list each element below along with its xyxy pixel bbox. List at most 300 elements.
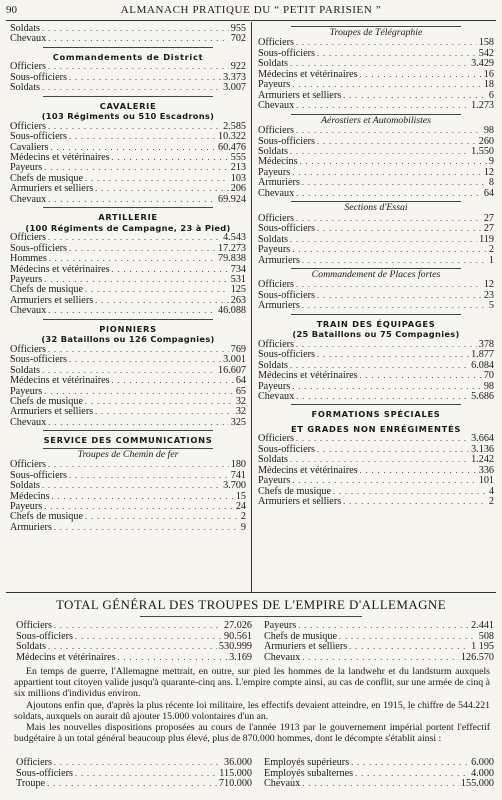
row-label: Soldats <box>258 359 289 371</box>
dot-leader <box>54 758 222 769</box>
dot-leader <box>48 460 229 470</box>
subsection-heading: Troupes de Chemin de fer <box>77 448 179 460</box>
dot-leader <box>69 73 221 83</box>
dot-leader <box>343 91 487 101</box>
row-label: Employés subalternes <box>264 767 354 779</box>
right-column <box>258 24 494 507</box>
row-value: 710.000 <box>218 778 252 790</box>
subsection-heading: Troupes de Télégraphie <box>329 27 423 38</box>
row-label: Soldats <box>10 364 41 376</box>
row-value: 1.242 <box>471 454 494 466</box>
row-value: 23 <box>483 289 494 301</box>
table-row <box>10 418 246 428</box>
paragraph: Mais les nouvelles dispositions proposées au cours de l'année 1913 par le gouvernement impérial portent l'effectif budgétaire à un total général beaucoup plus élevé, plus de 870.000 hommes, dont le décompte s'établit ainsi : <box>14 722 490 745</box>
dot-leader <box>339 632 477 643</box>
dot-leader <box>296 340 477 350</box>
row-label: Sous-officiers <box>258 443 315 455</box>
row-label: Chevaux <box>10 193 47 205</box>
table-row <box>16 779 252 790</box>
table-row <box>258 224 494 234</box>
row-value: 769 <box>230 343 246 355</box>
row-value: 3.007 <box>223 82 246 94</box>
table-row <box>258 466 494 476</box>
table-row <box>16 769 252 780</box>
row-value: 1 195 <box>471 641 494 653</box>
row-label: Payeurs <box>10 273 43 285</box>
dot-leader <box>112 376 234 386</box>
row-value: 3.664 <box>471 433 494 445</box>
table-row <box>258 301 494 311</box>
row-label: Médecins et vétérinaires <box>10 263 110 275</box>
row-label: Payeurs <box>258 166 291 178</box>
row-label: Officiers <box>10 459 47 471</box>
table-row <box>258 126 494 136</box>
row-value: 4.000 <box>471 767 494 779</box>
section-heading: TRAIN DES ÉQUIPAGES <box>316 318 436 329</box>
row-label: Payeurs <box>10 501 43 513</box>
row-value: 336 <box>478 464 494 476</box>
dot-leader <box>317 445 469 455</box>
table-row <box>258 350 494 360</box>
row-value: 1 <box>488 254 494 266</box>
section-divider <box>43 319 213 320</box>
row-label: Médecins et vétérinaires <box>10 151 110 163</box>
row-value: 115.000 <box>219 767 252 779</box>
paragraph: Ajoutons enfin que, d'après la plus récente loi militaire, les effectifs devaient atteindre, en 1915, le chiffre de 544.221 soldats, auxquels on aurait dû ajouter 15.000 volontaires d'un an. <box>14 699 490 722</box>
row-label: Chevaux <box>258 390 295 402</box>
dot-leader <box>355 769 469 780</box>
dot-leader <box>85 285 229 295</box>
row-value: 6.000 <box>471 757 494 768</box>
row-label: Officiers <box>258 338 295 350</box>
dot-leader <box>48 306 216 316</box>
dot-leader <box>75 769 217 780</box>
row-value: 9 <box>240 521 246 533</box>
section-heading: PIONNIERS <box>99 323 157 334</box>
row-label: Sous-officiers <box>258 349 315 361</box>
dot-leader <box>54 621 222 632</box>
section-divider <box>291 404 461 405</box>
dot-leader <box>302 779 459 790</box>
row-value: 2 <box>240 511 246 523</box>
row-label: Armuriers <box>258 177 300 189</box>
table-row <box>10 492 246 502</box>
row-label: Officiers <box>10 120 47 132</box>
row-value: 64 <box>483 187 494 199</box>
row-value: 69.924 <box>217 193 246 205</box>
row-value: 3.169 <box>229 651 252 663</box>
dot-leader <box>302 653 459 664</box>
row-value: 12 <box>483 166 494 178</box>
row-value: 103 <box>230 172 246 184</box>
row-label: Armuriers et selliers <box>258 89 342 101</box>
section-subheading: (25 Bataillons ou 75 Compagnies) <box>292 329 460 340</box>
row-label: Chefs de musique <box>258 485 331 497</box>
row-value: 1.550 <box>471 145 494 157</box>
row-value: 5.686 <box>471 390 494 402</box>
dot-leader <box>290 235 477 245</box>
row-value: 158 <box>478 37 494 49</box>
total-left-list <box>16 621 252 663</box>
dot-leader <box>317 224 482 234</box>
row-label: Médecins et vétérinaires <box>16 651 116 663</box>
row-label: Chefs de musique <box>10 172 83 184</box>
dot-leader <box>290 147 469 157</box>
page-number: 90 <box>6 4 17 16</box>
paragraph: En temps de guerre, l'Allemagne mettrait, en outre, sur pied les hommes de la landwehr et du landsturm auxquels appartient tout citoyen valide jusqu'à quarante-cinq ans. L'empire compte ainsi, au cas de conflit, sur une armée de cinq à six millions d'individus environ. <box>14 666 490 700</box>
dot-leader <box>42 24 229 34</box>
row-value: 8 <box>488 177 494 189</box>
table-row <box>16 632 252 643</box>
table-row <box>258 371 494 381</box>
table-row <box>264 779 494 790</box>
row-value: 206 <box>230 183 246 195</box>
row-label: Sous-officiers <box>10 242 67 254</box>
section-divider <box>291 314 461 315</box>
dot-leader <box>69 132 216 142</box>
row-value: 16 <box>483 68 494 80</box>
row-label: Médecins <box>258 156 298 168</box>
section-heading: FORMATIONS SPÉCIALES <box>311 409 441 420</box>
section-subheading: (32 Bataillons ou 126 Compagnies) <box>41 334 215 345</box>
row-value: 16.607 <box>217 364 246 376</box>
dot-leader <box>360 466 477 476</box>
row-value: 6.084 <box>471 359 494 371</box>
row-value: 24 <box>235 501 246 513</box>
section-divider <box>43 47 213 48</box>
row-label: Officiers <box>10 232 47 244</box>
table-row <box>10 471 246 481</box>
dot-leader <box>296 214 482 224</box>
row-value: 263 <box>230 294 246 306</box>
row-value: 325 <box>230 416 246 428</box>
row-label: Chefs de musique <box>10 395 83 407</box>
dot-leader <box>95 296 229 306</box>
dot-leader <box>300 157 487 167</box>
table-row <box>258 70 494 80</box>
section-subheading: (100 Régiments de Campagne, 23 à Pied) <box>25 222 231 233</box>
total-title-rule <box>140 616 362 617</box>
dot-leader <box>317 291 482 301</box>
dot-leader <box>296 101 469 111</box>
table-row <box>258 497 494 507</box>
column-divider <box>251 22 252 592</box>
dot-leader <box>48 34 229 44</box>
row-label: Officiers <box>16 620 53 631</box>
dot-leader <box>302 256 487 266</box>
total-title: TOTAL GÉNÉRAL DES TROUPES DE L'EMPIRE D'ALLEMAGNE <box>55 597 447 612</box>
row-label: Médecins et vétérinaires <box>258 464 358 476</box>
row-label: Soldats <box>258 233 289 245</box>
row-label: Sous-officiers <box>16 630 73 642</box>
row-value: 3.700 <box>223 480 246 492</box>
table-row <box>258 157 494 167</box>
dot-leader <box>112 265 229 275</box>
section-heading: CAVALERIE <box>99 100 157 111</box>
row-label: Soldats <box>258 145 289 157</box>
dot-leader <box>69 355 221 365</box>
row-value: 180 <box>230 459 246 471</box>
dot-leader <box>52 492 234 502</box>
row-label: Soldats <box>258 58 289 70</box>
dot-leader <box>292 245 487 255</box>
row-value: 125 <box>230 284 246 296</box>
dot-leader <box>296 434 469 444</box>
row-value: 65 <box>235 385 246 397</box>
table-row <box>16 621 252 632</box>
row-label: Sous-officiers <box>258 223 315 235</box>
table-row <box>264 621 494 632</box>
table-row <box>10 195 246 205</box>
row-value: 3.429 <box>471 58 494 70</box>
row-value: 12 <box>483 279 494 291</box>
row-label: Sous-officiers <box>10 469 67 481</box>
dot-leader <box>85 397 234 407</box>
row-label: Soldats <box>258 454 289 466</box>
row-value: 508 <box>478 630 494 642</box>
row-label: Payeurs <box>258 475 291 487</box>
dot-leader <box>317 350 469 360</box>
row-value: 5 <box>488 300 494 312</box>
row-value: 98 <box>483 380 494 392</box>
row-label: Médecins et vétérinaires <box>258 370 358 382</box>
dot-leader <box>75 632 222 643</box>
row-label: Officiers <box>16 757 53 768</box>
row-value: 9 <box>488 156 494 168</box>
dot-leader <box>118 653 228 664</box>
row-label: Chevaux <box>258 100 295 112</box>
row-label: Soldats <box>10 82 41 94</box>
row-label: Officiers <box>258 279 295 291</box>
row-label: Payeurs <box>258 244 291 256</box>
row-label: Armuriers <box>10 521 52 533</box>
row-value: 6 <box>488 89 494 101</box>
row-value: 70 <box>483 370 494 382</box>
row-label: Armuriers et selliers <box>10 294 94 306</box>
row-value: 3.136 <box>471 443 494 455</box>
row-label: Officiers <box>258 37 295 49</box>
dot-leader <box>48 122 221 132</box>
section-heading: ARTILLERIE <box>98 212 158 223</box>
row-value: 98 <box>483 125 494 137</box>
dot-leader <box>292 476 476 486</box>
row-label: Sous-officiers <box>258 289 315 301</box>
row-value: 2.585 <box>223 120 246 132</box>
running-title: ALMANACH PRATIQUE DU “ PETIT PARISIEN ” <box>120 4 382 16</box>
table-row <box>10 306 246 316</box>
row-label: Chevaux <box>258 187 295 199</box>
row-label: Officiers <box>258 125 295 137</box>
dot-leader <box>95 184 229 194</box>
dot-leader <box>42 481 221 491</box>
dot-leader <box>42 83 221 93</box>
dot-leader <box>85 512 239 522</box>
dot-leader <box>296 38 477 48</box>
dot-leader <box>292 168 482 178</box>
table-row <box>10 523 246 533</box>
table-row <box>264 758 494 769</box>
page-header <box>6 4 496 20</box>
dot-leader <box>292 382 482 392</box>
row-value: 3.373 <box>223 71 246 83</box>
row-value: 4.543 <box>223 232 246 244</box>
row-value: 32 <box>235 395 246 407</box>
row-value: 27.026 <box>223 620 252 631</box>
dot-leader <box>296 392 469 402</box>
row-label: Chevaux <box>10 305 47 317</box>
row-value: 36.000 <box>223 757 252 768</box>
dot-leader <box>296 126 482 136</box>
dot-leader <box>302 178 487 188</box>
row-label: Cavaliers <box>10 141 49 153</box>
section-rule <box>6 592 496 593</box>
row-value: 90.561 <box>223 630 252 642</box>
row-value: 260 <box>478 135 494 147</box>
dot-leader <box>48 418 229 428</box>
dot-leader <box>112 153 229 163</box>
table-row <box>258 101 494 111</box>
dot-leader <box>360 70 482 80</box>
table-row <box>10 265 246 275</box>
table-row <box>258 445 494 455</box>
dot-leader <box>317 49 477 59</box>
section-heading: ET GRADES NON ENRÉGIMENTÉS <box>290 423 462 434</box>
row-value: 126.570 <box>460 651 494 663</box>
row-label: Officiers <box>258 433 295 445</box>
row-value: 32 <box>235 406 246 418</box>
table-row <box>258 392 494 402</box>
row-value: 922 <box>230 61 246 73</box>
table-row <box>258 189 494 199</box>
table-row <box>258 245 494 255</box>
row-label: Payeurs <box>258 380 291 392</box>
row-value: 213 <box>230 162 246 174</box>
row-value: 155.000 <box>460 778 494 790</box>
row-label: Chefs de musique <box>264 630 337 642</box>
row-label: Sous-officiers <box>10 354 67 366</box>
row-label: Médecins et vétérinaires <box>258 68 358 80</box>
row-value: 101 <box>478 475 494 487</box>
row-label: Chevaux <box>10 33 47 45</box>
row-label: Armuriers et selliers <box>10 183 94 195</box>
row-value: 531 <box>230 273 246 285</box>
dot-leader <box>343 497 487 507</box>
section-divider <box>43 207 213 208</box>
dot-leader <box>351 758 469 769</box>
dot-leader <box>298 621 469 632</box>
table-row <box>258 137 494 147</box>
dot-leader <box>95 407 234 417</box>
subsection-heading: Sections d'Essai <box>344 202 408 214</box>
dot-leader <box>296 189 482 199</box>
row-value: 734 <box>230 263 246 275</box>
row-label: Sous-officiers <box>258 135 315 147</box>
row-label: Payeurs <box>10 385 43 397</box>
row-value: 542 <box>478 47 494 59</box>
dot-leader <box>48 233 221 243</box>
row-value: 1.877 <box>471 349 494 361</box>
row-label: Soldats <box>10 23 41 34</box>
dot-leader <box>296 280 482 290</box>
row-value: 17.273 <box>217 242 246 254</box>
total-right-list <box>264 621 494 663</box>
dot-leader <box>48 62 229 72</box>
row-label: Sous-officiers <box>16 767 73 779</box>
section-divider <box>43 96 213 97</box>
dot-leader <box>302 301 487 311</box>
row-value: 119 <box>479 233 494 245</box>
table-row <box>264 653 494 664</box>
row-label: Troupe <box>16 778 46 790</box>
breakdown-left-list <box>16 758 252 790</box>
row-label: Hommes <box>10 253 47 265</box>
row-label: Chevaux <box>264 651 301 663</box>
section-divider <box>43 430 213 431</box>
dot-leader <box>360 371 482 381</box>
dot-leader <box>85 174 229 184</box>
row-value: 18 <box>483 79 494 91</box>
row-value: 555 <box>230 151 246 163</box>
table-row <box>10 254 246 264</box>
row-label: Médecins <box>10 490 50 502</box>
row-value: 378 <box>478 338 494 350</box>
row-value: 955 <box>230 23 246 34</box>
table-row <box>10 376 246 386</box>
row-value: 79.838 <box>217 253 246 265</box>
row-value: 10.322 <box>217 131 246 143</box>
row-value: 2 <box>488 244 494 256</box>
row-value: 27 <box>483 212 494 224</box>
row-value: 3.001 <box>223 354 246 366</box>
row-label: Chefs de musique <box>10 284 83 296</box>
table-row <box>10 481 246 491</box>
section-subheading: (103 Régiments ou 510 Escadrons) <box>41 111 215 122</box>
row-label: Armuriers <box>258 254 300 266</box>
dot-leader <box>54 523 239 533</box>
row-value: 27 <box>483 223 494 235</box>
row-label: Officiers <box>258 212 295 224</box>
table-row <box>10 153 246 163</box>
dot-leader <box>48 345 229 355</box>
row-label: Payeurs <box>10 162 43 174</box>
row-label: Sous-officiers <box>258 47 315 59</box>
row-label: Médecins et vétérinaires <box>10 375 110 387</box>
row-value: 1.273 <box>471 100 494 112</box>
table-row <box>258 476 494 486</box>
dot-leader <box>333 487 487 497</box>
row-value: 2.441 <box>471 620 494 631</box>
row-label: Officiers <box>10 61 47 73</box>
section-heading: Commandements de District <box>52 51 204 62</box>
dot-leader <box>69 244 216 254</box>
subsection-heading: Commandement de Places fortes <box>311 268 441 280</box>
table-row <box>16 653 252 664</box>
table-row <box>10 132 246 142</box>
row-label: Chefs de musique <box>10 511 83 523</box>
row-label: Chevaux <box>264 778 301 790</box>
row-label: Payeurs <box>264 620 297 631</box>
table-row <box>258 256 494 266</box>
section-heading: SERVICE DES COMMUNICATIONS <box>43 435 213 446</box>
row-label: Soldats <box>16 641 47 653</box>
row-label: Employés supérieurs <box>264 757 350 768</box>
dot-leader <box>48 195 216 205</box>
dot-leader <box>349 642 469 653</box>
row-value: 46.088 <box>217 305 246 317</box>
row-label: Sous-officiers <box>10 131 67 143</box>
row-value: 60.476 <box>217 141 246 153</box>
row-value: 64 <box>235 375 246 387</box>
